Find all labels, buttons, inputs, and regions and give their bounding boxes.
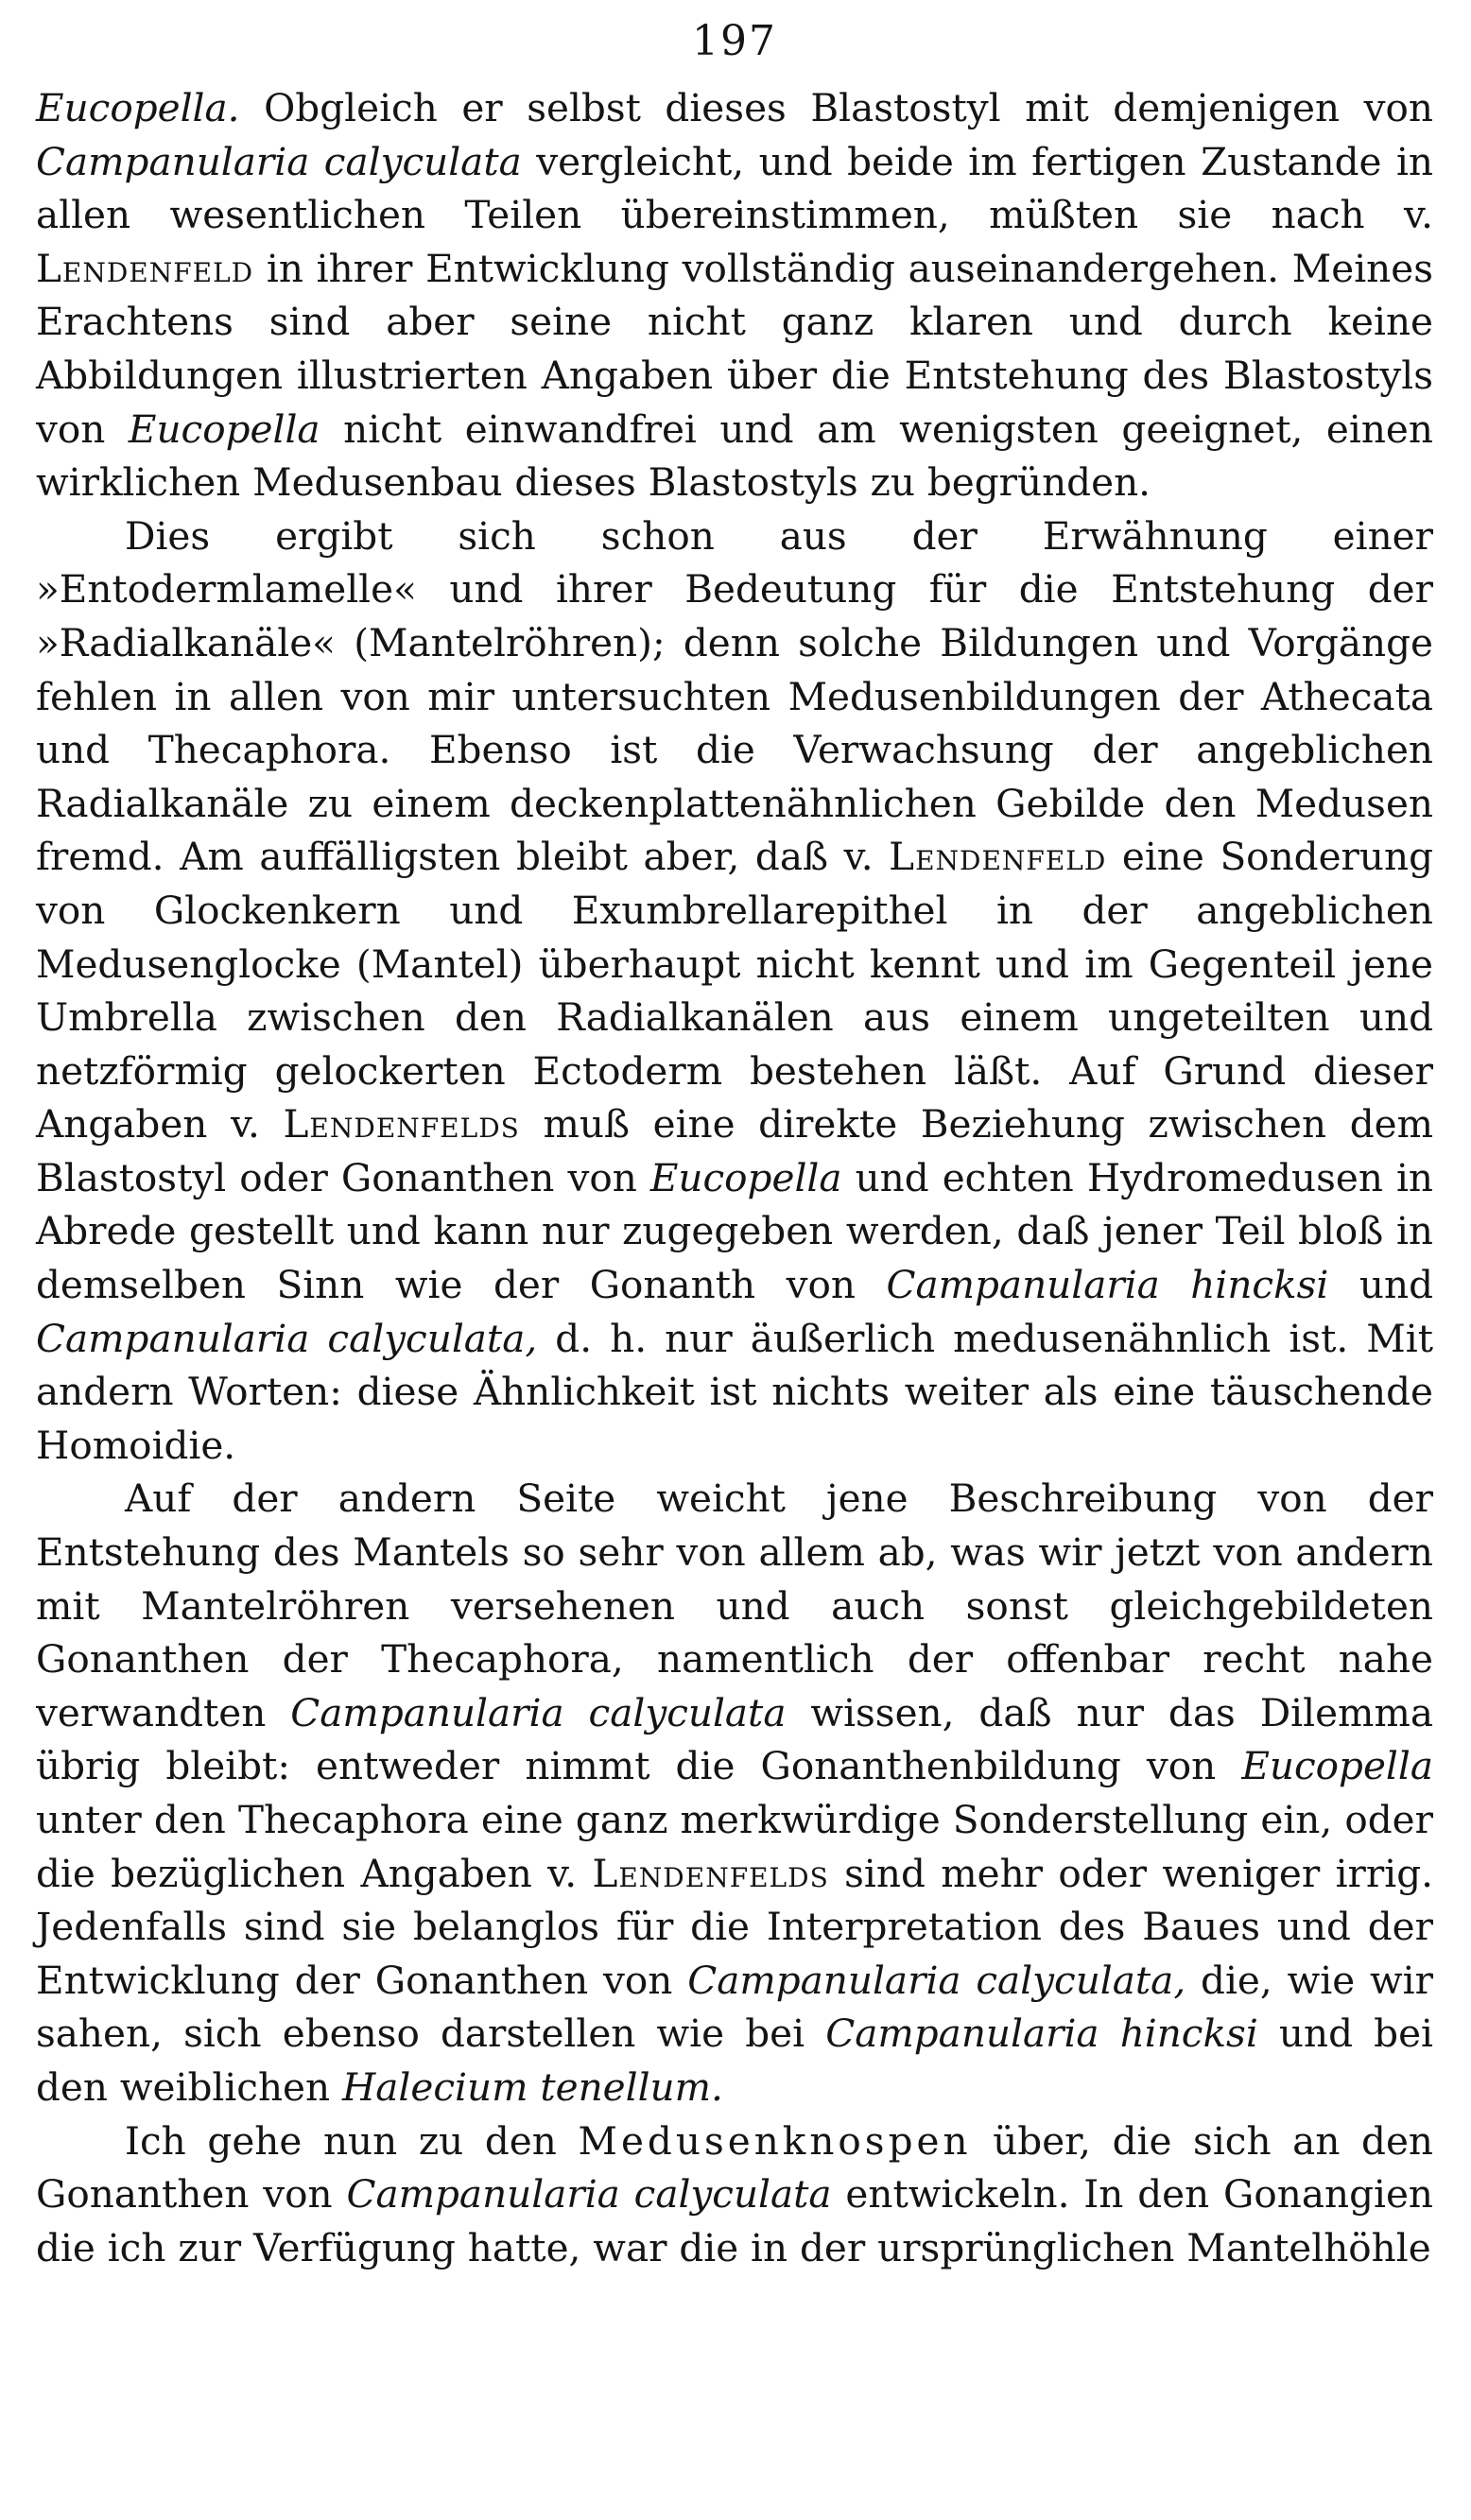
paragraph [36,2114,1433,2275]
page-number: 197 [692,17,777,65]
italic-term: Campanularia hincksi [886,1262,1329,1308]
text-run: eine Sonderung von Glockenkern und Exumbrellarepithel in der angeblichen Medusenglocke (Mantel) überhaupt nicht kennt und im Gegenteil jene Umbrella zwischen den Radialkanälen aus einem ungeteilten und netzförmig gelockerten Ectoderm bestehen läßt. Auf Grund dieser Angaben v. [36,834,1434,1148]
text-run: wissen, daß nur das Dilemma übrig bleibt: entweder nimmt die Gonanthenbildung von [36,1689,1433,1789]
body-text [36,81,1433,2274]
text-run: unter den Thecaphora eine ganz merkwürdige Sonderstellung ein, oder die bezüglichen Angaben v. [36,1797,1433,1896]
text-run: die, wie wir sahen, sich ebenso darstellen wie bei [36,1957,1433,2057]
author-name: Lendenfeld [36,245,254,291]
text-run: nicht einwandfrei und am wenigsten geeignet, einen wirklichen Medusenbau dieses Blastostyls zu begründen. [36,406,1433,506]
italic-term: Eucopella. [36,85,240,130]
author-name: Lendenfelds [283,1101,520,1148]
text-run: sind mehr oder weniger irrig. Jedenfalls sind sie belanglos für die Interpretation des Baues und der Entwicklung der Gonanthen von [36,1850,1433,2003]
italic-term: Eucopella [1241,1743,1433,1789]
author-name: Lendenfeld [889,834,1107,880]
text-run: Dies ergibt sich schon aus der Erwähnung einer »Entodermlamelle« und ihrer Bedeutung für die Entstehung der »Radialkanäle« (Mantelröhren); denn solche Bildungen und Vorgänge fehlen in allen von mir untersuchten Medusenbildungen der Athecata und Thecaphora. Ebenso ist die Verwachsung der angeblichen Radialkanäle zu einem deckenplattenähnlichen Gebilde den Medusen fremd. Am auffälligsten bleibt aber, daß v. [36,512,1433,880]
italic-term: Campanularia hincksi [825,2011,1258,2057]
text-run: vergleicht, und beide im fertigen Zustande in allen wesentlichen Teilen übereinstimmen, müßten sie nach v. [36,138,1433,238]
text-run: Ich gehe nun zu den [125,2117,579,2164]
italic-term: Eucopella [128,406,320,452]
paragraph [36,81,1433,509]
italic-term: Eucopella [649,1154,842,1200]
text-run: entwickeln. In den Gonangien die ich zur Verfügung hatte, war die in der ursprünglichen Mantelhöhle [36,2171,1433,2270]
italic-term: Campanularia calyculata, [687,1957,1186,2003]
text-run: Auf der andern Seite weicht jene Beschreibung von der Entstehung des Mantels so sehr von allem ab, was wir jetzt von andern mit Mantelröhren versehenen und auch sonst gleichgebildeten Gonanthen der Thecaphora, namentlich der offenbar recht nahe verwandten [36,1476,1433,1735]
page [36,0,1433,2274]
paragraph [36,509,1433,1473]
spaced-term: Medusenknospen [578,2117,972,2164]
italic-term: Campanularia calyculata [290,1689,787,1735]
text-run: und echten Hydromedusen in Abrede gestellt und kann nur zugegeben werden, daß jener Teil bloß in demselben Sinn wie der Gonanth von [36,1154,1433,1308]
italic-term: Campanularia calyculata [346,2171,832,2218]
author-name: Lendenfelds [592,1850,829,1896]
text-run: über, die sich an den Gonanthen von [36,2117,1434,2218]
text-run: Obgleich er selbst dieses Blastostyl mit demjenigen von [239,85,1433,130]
paragraph [36,1472,1433,2114]
italic-term: Campanularia calyculata [36,138,522,184]
italic-term: Campanularia calyculata, [36,1315,538,1361]
text-run: und [1328,1262,1433,1308]
text-run: muß eine direkte Beziehung zwischen dem Blastostyl oder Gonanthen von [36,1101,1433,1200]
text-run: und bei den weiblichen [36,2011,1433,2110]
italic-term: Halecium tenellum. [341,2063,723,2110]
text-run: d. h. nur äußerlich medusenähnlich ist. Mit andern Worten: diese Ähnlichkeit ist nichts weiter als eine täuschende Homoidie. [36,1315,1433,1468]
text-run: in ihrer Entwicklung vollständig auseinandergehen. Meines Erachtens sind aber seine nicht ganz klaren und durch keine Abbildungen illustrierten Angaben über die Entstehung des Blastostyls von [36,245,1433,452]
